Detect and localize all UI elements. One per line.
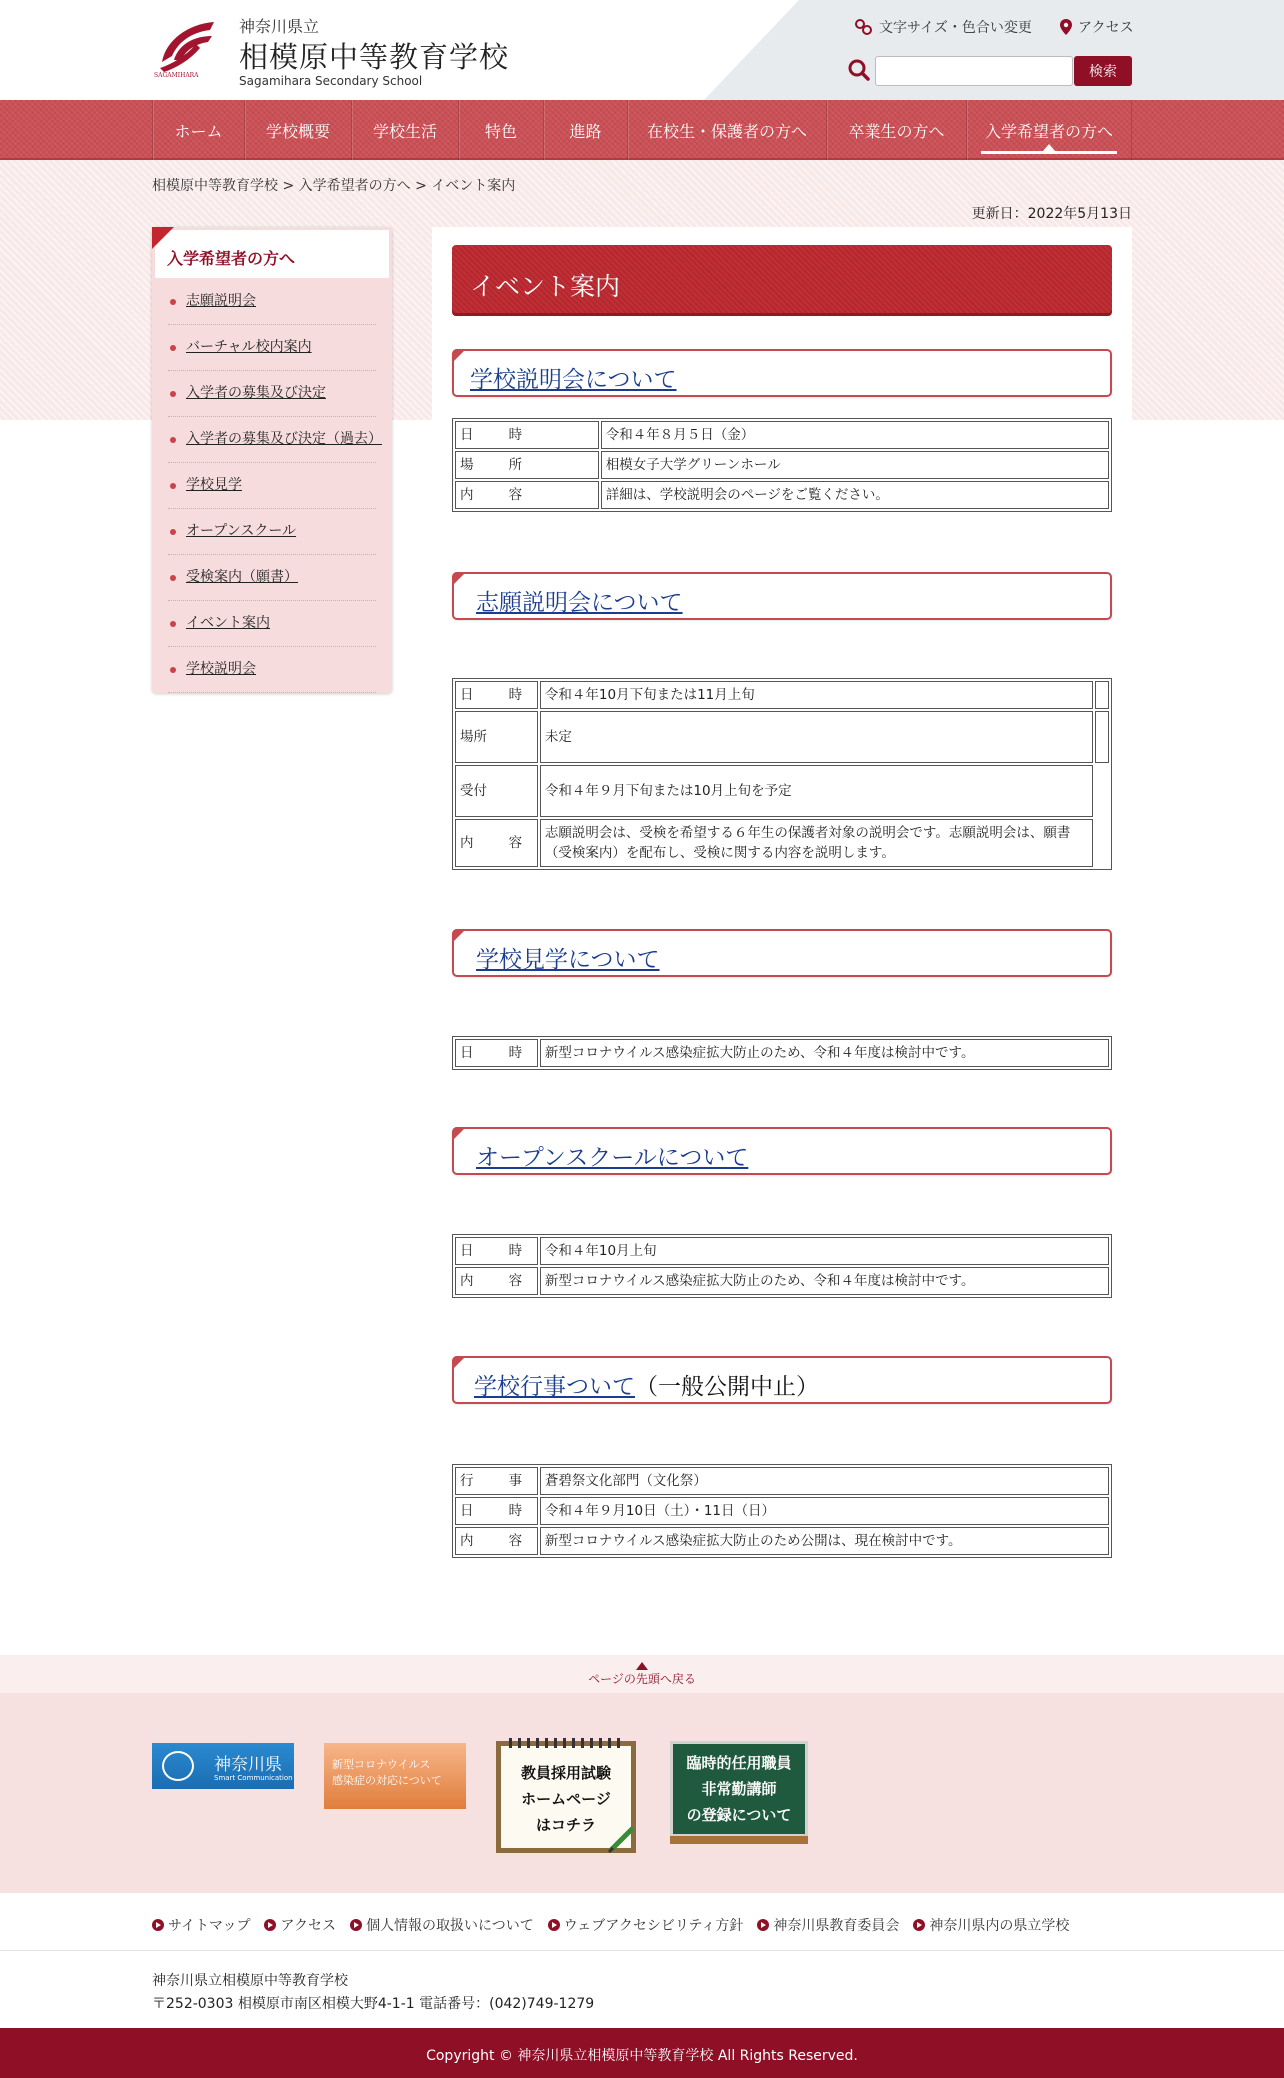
nav-prospective-students[interactable]: 入学希望者の方へ: [966, 100, 1132, 160]
notebook-rings-icon: [509, 1738, 623, 1748]
footer-link-label: 神奈川県内の県立学校: [929, 1918, 1070, 1934]
page-title: イベント案内: [452, 245, 1112, 313]
table-row: [455, 1267, 1109, 1295]
section-heading-school-visit: [452, 929, 1112, 977]
temp-banner-line1: 臨時的任用職員: [686, 1754, 792, 1772]
footer-divider: [0, 1950, 1284, 1951]
table-value: 未定: [540, 711, 1093, 763]
table-label: 場所: [455, 711, 538, 763]
school-name-english: Sagamihara Secondary School: [239, 74, 423, 88]
table-value: 新型コロナウイルス感染症拡大防止のため、令和４年度は検討中です。: [540, 1039, 1109, 1067]
footer-link-label: サイトマップ: [168, 1918, 251, 1934]
table-label: 受付: [455, 765, 538, 817]
table-value: 蒼碧祭文化部門（文化祭）: [540, 1467, 1109, 1495]
table-row: [455, 681, 1109, 709]
table-label: 内 容: [455, 481, 599, 509]
table-empty-cell: [1095, 711, 1109, 763]
sidebar: [152, 227, 392, 693]
sidebar-link-admission-recruitment[interactable]: 入学者の募集及び決定: [186, 385, 326, 401]
teacher-banner-line1: 教員採用試験: [520, 1764, 611, 1782]
table-label: 日 時: [455, 1497, 538, 1525]
sidebar-heading: 入学希望者の方へ: [155, 230, 389, 278]
table-value: 令和４年８月５日（金）: [601, 421, 1109, 449]
table-value: 令和４年10月上旬: [540, 1237, 1109, 1265]
chalkboard-tray-icon: [670, 1836, 808, 1844]
sidebar-link-open-school[interactable]: オープンスクール: [186, 523, 297, 539]
footer-link-access[interactable]: [264, 1915, 336, 1935]
footer-link-board-of-education[interactable]: [757, 1915, 899, 1935]
sidebar-corner-accent: [152, 227, 174, 249]
table-row: [455, 1527, 1109, 1555]
temporary-staff-banner[interactable]: [670, 1741, 808, 1837]
updated-date: 更新日：2022年5月13日: [971, 206, 1132, 222]
table-empty-cell: [1095, 765, 1109, 817]
table-value: 新型コロナウイルス感染症拡大防止のため公開は、現在検討中です。: [540, 1527, 1109, 1555]
nav-home[interactable]: ホーム: [152, 100, 244, 160]
table-value: 相模女子大学グリーンホール: [601, 451, 1109, 479]
table-value: 令和４年９月下旬または10月上旬を予定: [540, 765, 1093, 817]
font-size-color-label: 文字サイズ・色合い変更: [879, 20, 1032, 36]
breadcrumb: 相模原中等教育学校 > 入学希望者の方へ > イベント案内: [152, 178, 516, 194]
access-link[interactable]: [1060, 17, 1134, 37]
nav-school-life[interactable]: 学校生活: [351, 100, 458, 160]
search-icon: [848, 59, 870, 85]
nav-graduates[interactable]: 卒業生の方へ: [826, 100, 966, 160]
arrow-circle-icon: [913, 1919, 925, 1931]
nav-students-parents[interactable]: 在校生・保護者の方へ: [627, 100, 826, 160]
copyright: Copyright © 神奈川県立相模原中等教育学校 All Rights Reserved.: [0, 2028, 1284, 2078]
table-row: [455, 711, 1109, 763]
section-link-open-school[interactable]: オープンスクールについて: [476, 1145, 749, 1171]
teacher-banner-line3: はコチラ: [535, 1816, 596, 1834]
sidebar-link-exam-guide[interactable]: 受検案内（願書）: [186, 569, 298, 585]
school-briefing-table: [452, 418, 1112, 512]
teacher-exam-banner[interactable]: [496, 1741, 636, 1853]
banner-area: [0, 1693, 1284, 1893]
sidebar-link-event-guide[interactable]: イベント案内: [186, 615, 270, 631]
covid-response-banner[interactable]: [324, 1743, 466, 1809]
application-briefing-table: [452, 678, 1112, 870]
table-row: [455, 765, 1109, 817]
sidebar-item: [168, 279, 376, 325]
section-link-school-events[interactable]: 学校行事ついて: [474, 1374, 635, 1400]
access-label: アクセス: [1078, 20, 1134, 36]
sidebar-item: [168, 647, 376, 693]
table-row: [455, 819, 1109, 867]
kanagawa-emblem-icon: [162, 1751, 194, 1781]
nav-features[interactable]: 特色: [458, 100, 543, 160]
school-logo[interactable]: [152, 14, 224, 78]
footer-link-sitemap[interactable]: [152, 1915, 250, 1935]
sidebar-menu: [168, 279, 382, 693]
sidebar-item: [168, 463, 376, 509]
section-link-school-visit[interactable]: 学校見学について: [476, 947, 660, 973]
table-label: 場 所: [455, 451, 599, 479]
teacher-banner-line2: ホームページ: [521, 1790, 611, 1808]
table-label: 日 時: [455, 421, 599, 449]
back-to-top-link[interactable]: [0, 1655, 1284, 1693]
table-label: 内 容: [455, 819, 538, 867]
font-size-color-link[interactable]: [855, 17, 1032, 37]
open-school-table: [452, 1234, 1112, 1298]
table-row: [455, 1237, 1109, 1265]
table-label: 日 時: [455, 681, 538, 709]
kanagawa-pref-banner[interactable]: [152, 1743, 294, 1789]
logo-text: SAGAMIHARA: [154, 72, 199, 78]
table-row: [455, 421, 1109, 449]
table-row: [455, 1467, 1109, 1495]
footer-school-name: 神奈川県立相模原中等教育学校: [152, 1973, 348, 1989]
footer-link-label: アクセス: [280, 1918, 337, 1934]
school-events-table: [452, 1464, 1112, 1558]
table-row: [455, 1497, 1109, 1525]
sidebar-item: [168, 601, 376, 647]
arrow-circle-icon: [350, 1919, 362, 1931]
school-name: 相模原中等教育学校: [239, 40, 510, 74]
temp-banner-line2: 非常勤講師: [701, 1780, 777, 1798]
sidebar-item: [168, 555, 376, 601]
table-value: 令和４年９月10日（土）・11日（日）: [540, 1497, 1109, 1525]
table-label: 内 容: [455, 1527, 538, 1555]
sidebar-link-admission-recruitment-past[interactable]: 入学者の募集及び決定（過去）: [186, 431, 382, 447]
section-link-application-briefing[interactable]: 志願説明会について: [476, 590, 683, 616]
footer-link-label: 個人情報の取扱いについて: [366, 1918, 534, 1934]
section-heading-application-briefing: [452, 572, 1112, 620]
table-row: [455, 1039, 1109, 1067]
footer-link-accessibility[interactable]: [548, 1915, 744, 1935]
prefecture-label: 神奈川県立: [239, 17, 320, 36]
arrow-circle-icon: [264, 1919, 276, 1931]
table-empty-cell: [1095, 819, 1109, 867]
table-label: 日 時: [455, 1039, 538, 1067]
search-button[interactable]: 検索: [1074, 56, 1132, 86]
pencil-icon: [607, 1824, 637, 1854]
arrow-circle-icon: [152, 1919, 164, 1931]
kanagawa-banner-title: 神奈川県: [214, 1755, 282, 1775]
font-size-icon: [855, 19, 873, 35]
global-nav: [0, 100, 1284, 160]
sidebar-link-school-briefing[interactable]: 学校説明会: [186, 661, 256, 677]
table-value: 新型コロナウイルス感染症拡大防止のため、令和４年度は検討中です。: [540, 1267, 1109, 1295]
kanagawa-banner-subtitle: Smart Communication: [214, 1774, 293, 1782]
table-row: [455, 451, 1109, 479]
school-visit-table: [452, 1036, 1112, 1070]
footer-link-privacy[interactable]: [350, 1915, 534, 1935]
sidebar-item: [168, 325, 376, 371]
arrow-circle-icon: [548, 1919, 560, 1931]
section-heading-school-briefing: [452, 349, 1112, 397]
table-label: 日 時: [455, 1237, 538, 1265]
sidebar-link-application-briefing[interactable]: 志願説明会: [186, 293, 256, 309]
nav-career[interactable]: 進路: [543, 100, 627, 160]
search-input[interactable]: [875, 56, 1073, 86]
table-value: 令和４年10月下旬または11月上旬: [540, 681, 1093, 709]
arrow-up-icon: [636, 1662, 648, 1670]
covid-banner-line2: 感染症の対応について: [332, 1774, 442, 1787]
map-pin-icon: [1060, 19, 1072, 35]
section-heading-open-school: [452, 1127, 1112, 1175]
footer-link-label: ウェブアクセシビリティ方針: [563, 1918, 744, 1934]
table-value: 志願説明会は、受検を希望する６年生の保護者対象の説明会です。志願説明会は、願書（受検案内）を配布し、受検に関する内容を説明します。: [540, 819, 1093, 867]
back-to-top-label: ページの先頭へ戻る: [588, 1672, 696, 1686]
table-value: 詳細は、学校説明会のページをご覧ください。: [601, 481, 1109, 509]
table-label: 内 容: [455, 1267, 538, 1295]
section-heading-school-events: [452, 1356, 1112, 1404]
covid-banner-line1: 新型コロナウイルス: [332, 1758, 431, 1771]
arrow-circle-icon: [757, 1919, 769, 1931]
table-label: 行 事: [455, 1467, 538, 1495]
sidebar-link-school-visit[interactable]: 学校見学: [186, 477, 242, 493]
section-note-public-cancelled: （一般公開中止）: [635, 1374, 819, 1400]
sidebar-item: [168, 509, 376, 555]
footer-address: 〒252-0303 相模原市南区相模大野4-1-1 電話番号：(042)749-1279: [152, 1996, 595, 2012]
temp-banner-line3: の登録について: [686, 1806, 792, 1824]
footer-link-prefectural-schools[interactable]: [913, 1915, 1069, 1935]
section-link-school-briefing[interactable]: 学校説明会について: [470, 367, 677, 393]
sidebar-item: [168, 371, 376, 417]
table-empty-cell: [1095, 681, 1109, 709]
sidebar-link-virtual-tour[interactable]: バーチャル校内案内: [186, 339, 312, 355]
footer-link-label: 神奈川県教育委員会: [773, 1918, 900, 1934]
nav-school-overview[interactable]: 学校概要: [244, 100, 351, 160]
site-header: [0, 0, 1284, 100]
sidebar-item: [168, 417, 382, 463]
footer-links: [152, 1915, 1069, 1935]
table-row: [455, 481, 1109, 509]
